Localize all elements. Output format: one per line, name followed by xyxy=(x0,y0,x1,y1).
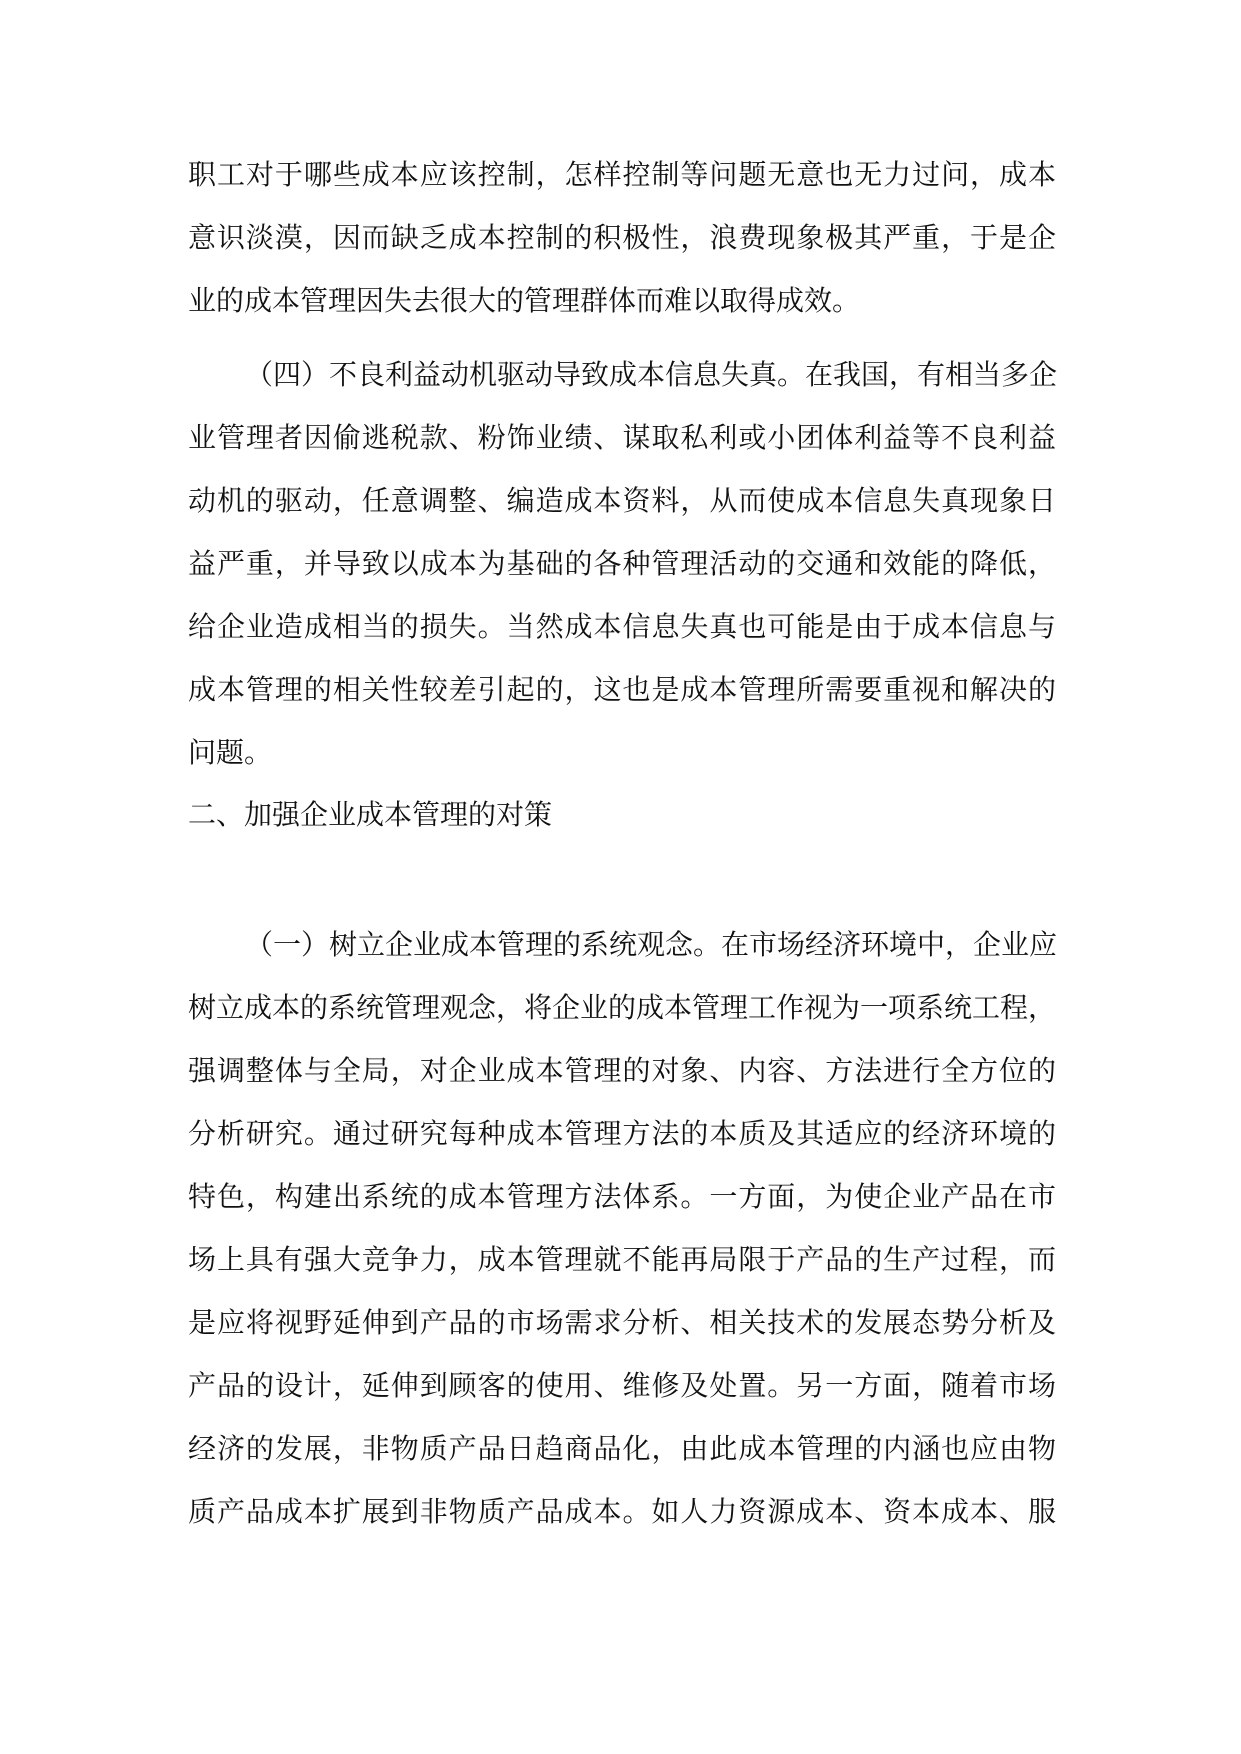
paragraph-line: 给企业造成相当的损失。当然成本信息失真也可能是由于成本信息与 xyxy=(188,610,1056,643)
paragraph-line: 问题。 xyxy=(188,736,273,769)
paragraph-line: 业管理者因偷逃税款、粉饰业绩、谋取私利或小团体利益等不良利益 xyxy=(188,421,1056,454)
paragraph-line: 场上具有强大竞争力，成本管理就不能再局限于产品的生产过程，而 xyxy=(188,1243,1056,1276)
paragraph-line: 经济的发展，非物质产品日趋商品化，由此成本管理的内涵也应由物 xyxy=(188,1432,1056,1465)
section-heading: 二、加强企业成本管理的对策 xyxy=(188,798,553,831)
paragraph-line: 成本管理的相关性较差引起的，这也是成本管理所需要重视和解决的 xyxy=(188,673,1056,706)
paragraph-line: 意识淡漠，因而缺乏成本控制的积极性，浪费现象极其严重，于是企 xyxy=(188,221,1056,254)
paragraph-line: 分析研究。通过研究每种成本管理方法的本质及其适应的经济环境的 xyxy=(188,1117,1056,1150)
paragraph-line: 是应将视野延伸到产品的市场需求分析、相关技术的发展态势分析及 xyxy=(188,1306,1056,1339)
paragraph-line: 业的成本管理因失去很大的管理群体而难以取得成效。 xyxy=(188,284,861,317)
paragraph-line: （一）树立企业成本管理的系统观念。在市场经济环境中，企业应 xyxy=(245,928,1058,961)
paragraph-line: 树立成本的系统管理观念，将企业的成本管理工作视为一项系统工程， xyxy=(188,991,1057,1024)
paragraph-line: 产品的设计，延伸到顾客的使用、维修及处置。另一方面，随着市场 xyxy=(188,1369,1056,1402)
paragraph-line: 益严重，并导致以成本为基础的各种管理活动的交通和效能的降低， xyxy=(188,547,1056,580)
paragraph-line: 动机的驱动，任意调整、编造成本资料，从而使成本信息失真现象日 xyxy=(188,484,1056,517)
paragraph-line: 质产品成本扩展到非物质产品成本。如人力资源成本、资本成本、服 xyxy=(188,1495,1056,1528)
paragraph-line: 职工对于哪些成本应该控制，怎样控制等问题无意也无力过问，成本 xyxy=(188,158,1056,191)
paragraph-line: （四）不良利益动机驱动导致成本信息失真。在我国，有相当多企 xyxy=(245,358,1058,391)
paragraph-line: 强调整体与全局，对企业成本管理的对象、内容、方法进行全方位的 xyxy=(188,1054,1056,1087)
paragraph-line: 特色，构建出系统的成本管理方法体系。一方面，为使企业产品在市 xyxy=(188,1180,1056,1213)
